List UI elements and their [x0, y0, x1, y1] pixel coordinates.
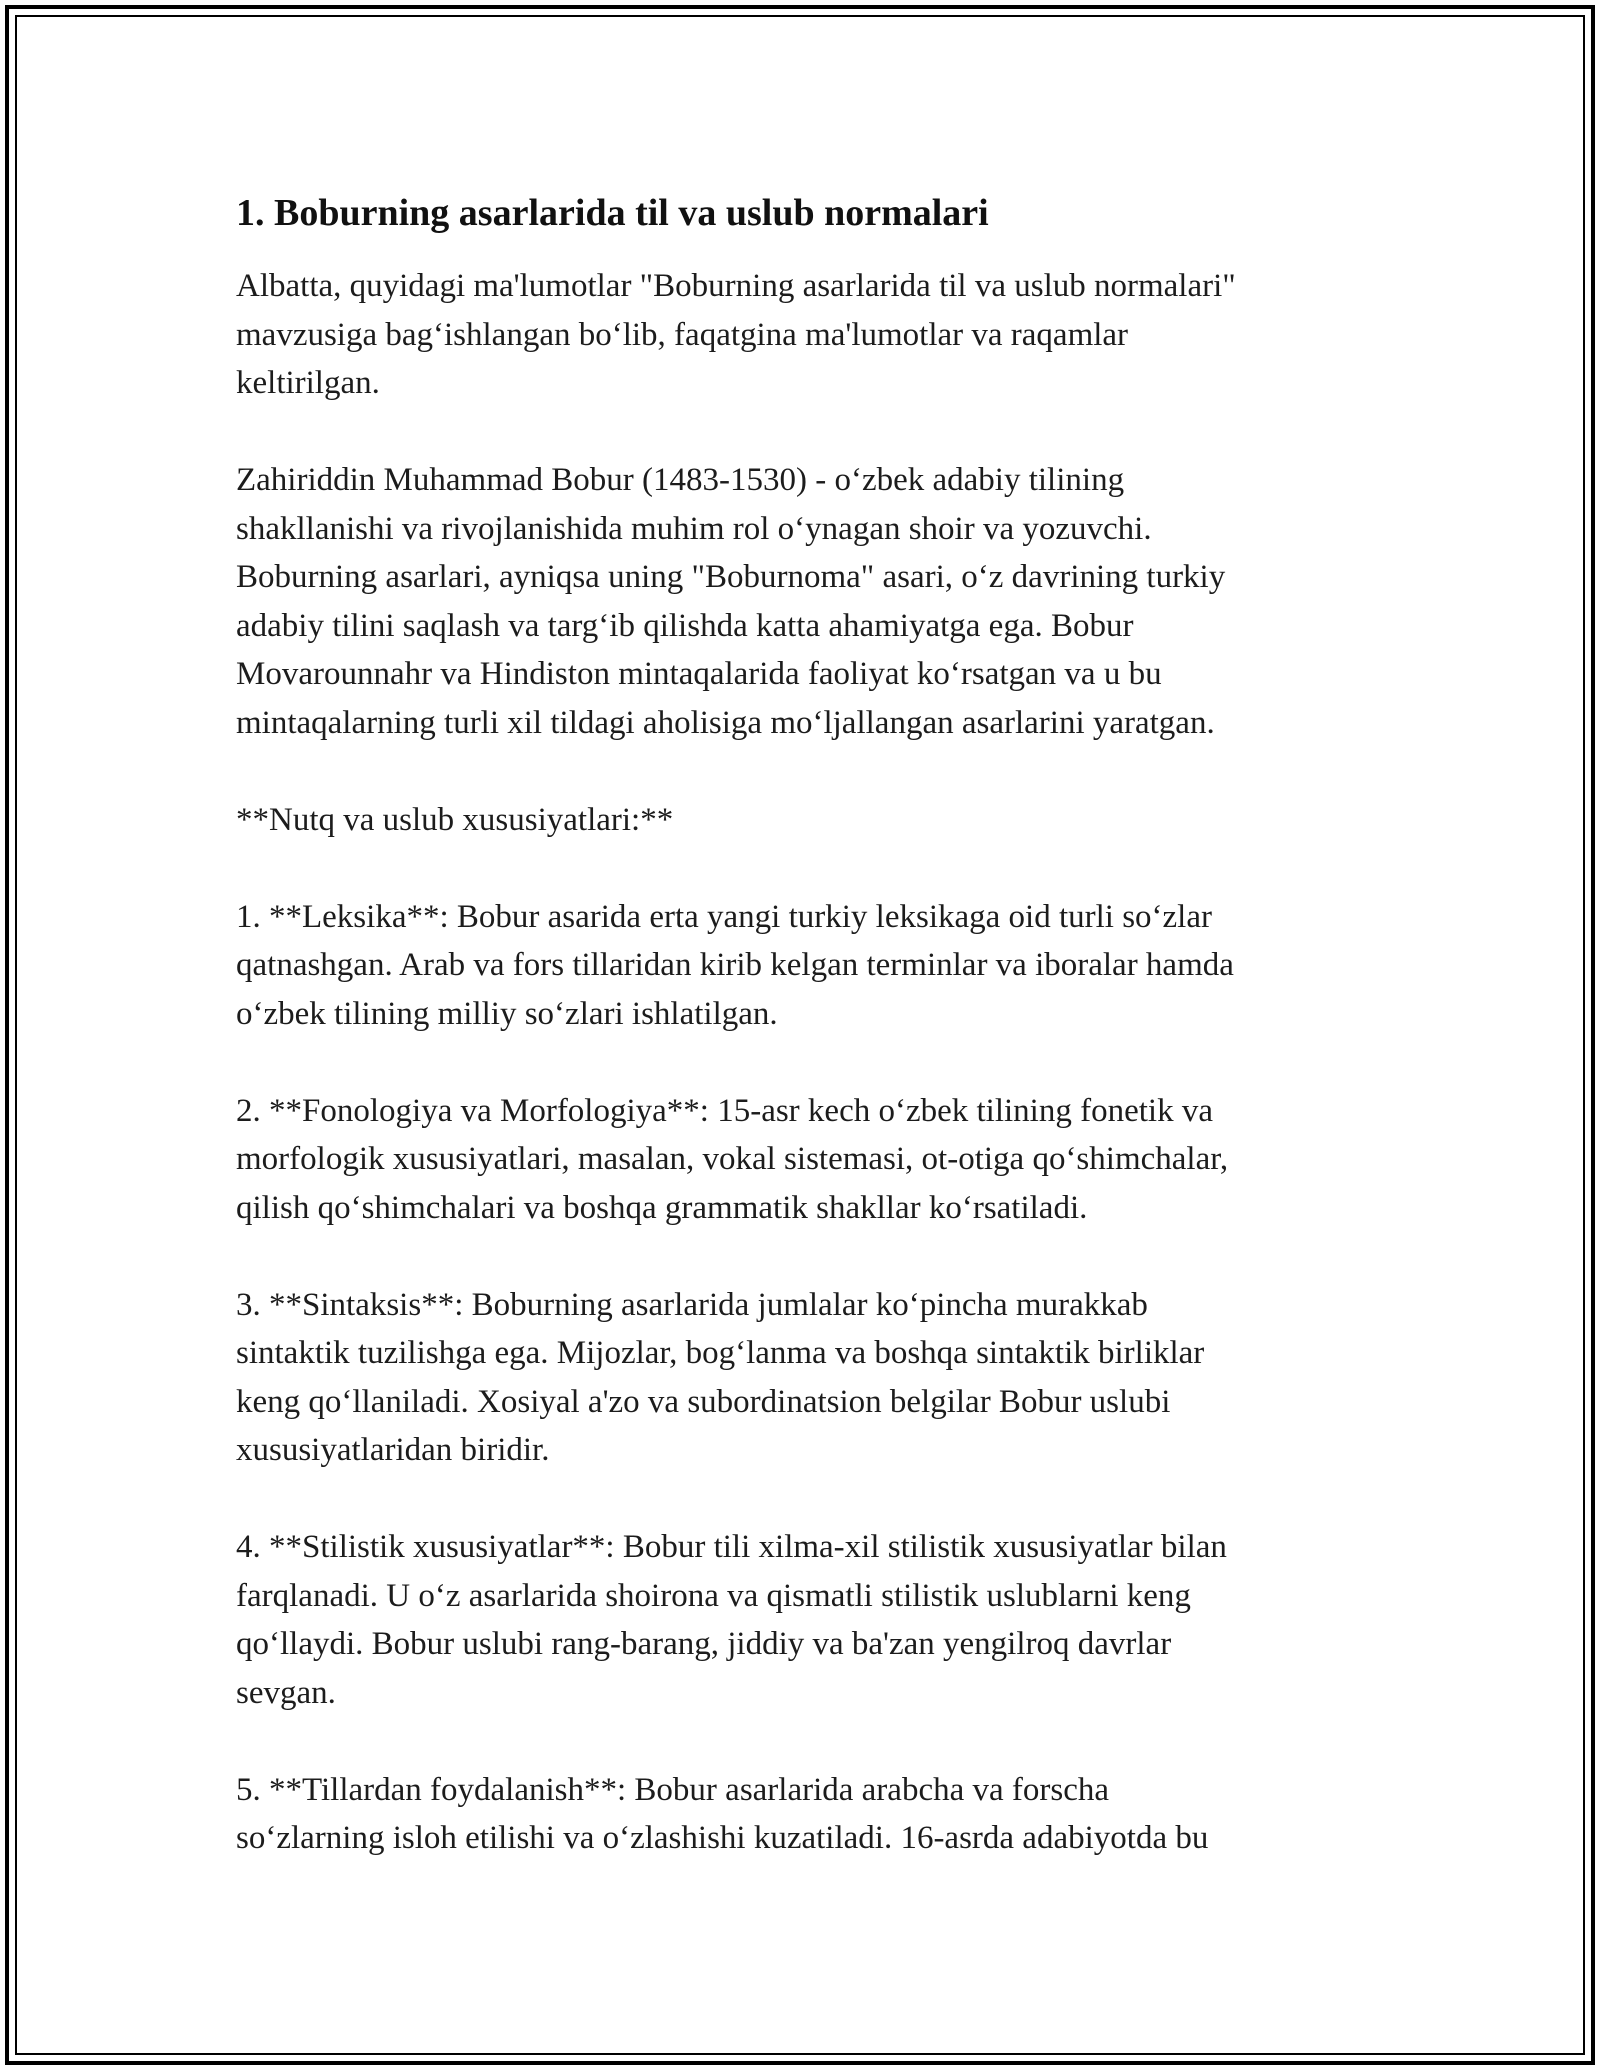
text-line: qo‘llaydi. Bobur uslubi rang-barang, jiddiy va ba'zan yengilroq davrlar [236, 1626, 1172, 1662]
text-line: qilish qo‘shimchalari va boshqa grammatik shakllar ko‘rsatiladi. [236, 1189, 1088, 1226]
text-line: keltirilgan. [236, 365, 380, 401]
text-line: 5. **Tillardan foydalanish**: Bobur asarlarida arabcha va forscha [236, 1771, 1110, 1808]
document-body [236, 186, 1376, 1863]
list-item-syntax [236, 1281, 1376, 1475]
document-title: 1. Boburning asarlarida til va uslub normalari [236, 192, 989, 234]
text-line: Movarounnahr va Hindiston mintaqalarida faoliyat ko‘rsatgan va u bu [236, 656, 1162, 692]
list-item-lexicon [236, 893, 1376, 1039]
text-line: shakllanishi va rivojlanishida muhim rol o‘ynagan shoir va yozuvchi. [236, 510, 1152, 547]
text-line: mavzusiga bag‘ishlangan bo‘lib, faqatgina ma'lumotlar va raqamlar [236, 316, 1129, 353]
paragraph-biography [236, 456, 1376, 747]
text-line: Zahiriddin Muhammad Bobur (1483-1530) - o‘zbek adabiy tilining [236, 462, 1125, 498]
list-item-phonology [236, 1087, 1376, 1233]
text-line: **Nutq va uslub xususiyatlari:** [236, 801, 674, 838]
text-line: sintaktik tuzilishga ega. Mijozlar, bog‘lanma va boshqa sintaktik birliklar [236, 1335, 1205, 1371]
text-line: o‘zbek tilining milliy so‘zlari ishlatilgan. [236, 995, 778, 1032]
text-line: Boburning asarlari, ayniqsa uning "Boburnoma" asari, o‘z davrining turkiy [236, 559, 1226, 595]
text-line: 2. **Fonologiya va Morfologiya**: 15-asr kech o‘zbek tilining fonetik va [236, 1092, 1213, 1129]
text-line: mintaqalarning turli xil tildagi aholisiga mo‘ljallangan asarlarini yaratgan. [236, 704, 1215, 741]
text-line: 1. **Leksika**: Bobur asarida erta yangi turkiy leksikaga oid turli so‘zlar [236, 898, 1212, 935]
section-heading-features [236, 796, 1376, 845]
text-line: qatnashgan. Arab va fors tillaridan kirib kelgan terminlar va iboralar hamda [236, 947, 1234, 983]
text-line: sevgan. [236, 1674, 336, 1711]
text-line: farqlanadi. U o‘z asarlarida shoirona va qismatli stilistik uslublarni keng [236, 1577, 1191, 1614]
list-item-stylistics [236, 1523, 1376, 1717]
text-line: adabiy tilini saqlash va targ‘ib qilishda katta ahamiyatga ega. Bobur [236, 607, 1134, 644]
text-line: morfologik xususiyatlari, masalan, vokal sistemasi, ot-otiga qo‘shimchalar, [236, 1141, 1229, 1177]
text-line: so‘zlarning isloh etilishi va o‘zlashishi kuzatiladi. 16-asrda adabiyotda bu [236, 1820, 1209, 1856]
paragraph-intro [236, 262, 1376, 408]
text-line: 3. **Sintaksis**: Boburning asarlarida jumlalar ko‘pincha murakkab [236, 1286, 1148, 1323]
text-line: 4. **Stilistik xususiyatlar**: Bobur tili xilma-xil stilistik xususiyatlar bilan [236, 1529, 1227, 1565]
text-line: Albatta, quyidagi ma'lumotlar "Boburning asarlarida til va uslub normalari" [236, 268, 1236, 304]
text-line: xususiyatlaridan biridir. [236, 1432, 550, 1468]
text-line: keng qo‘llaniladi. Xosiyal a'zo va subordinatsion belgilar Bobur uslubi [236, 1383, 1171, 1420]
list-item-language-use [236, 1766, 1376, 1863]
